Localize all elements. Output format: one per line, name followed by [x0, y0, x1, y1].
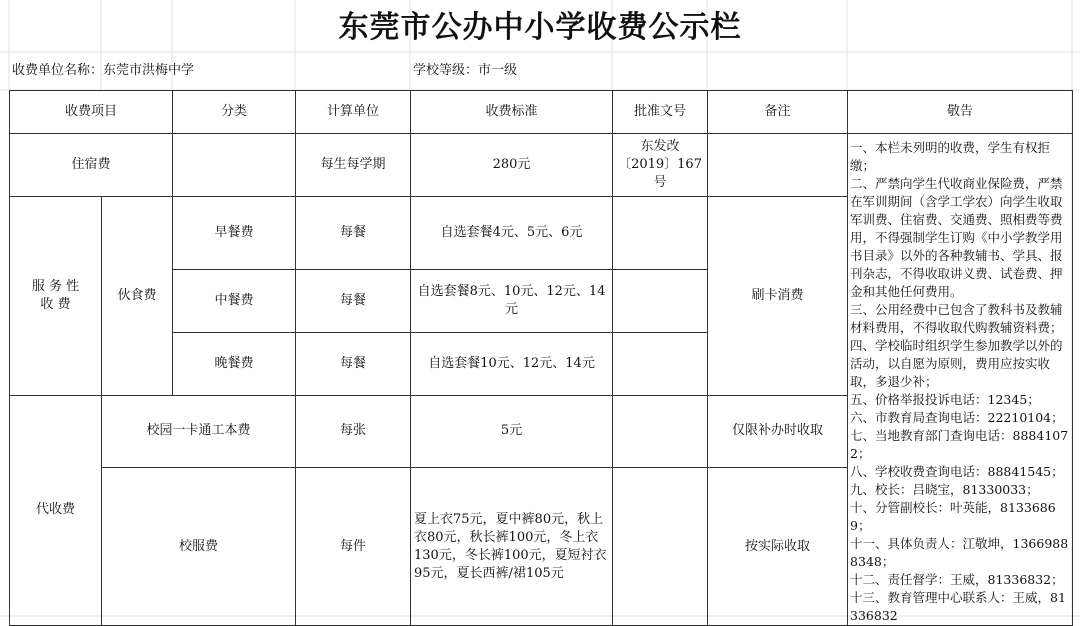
uniform-note: 按实际收取: [708, 468, 848, 626]
header-notice: 敬告: [848, 91, 1073, 134]
page-title: 东莞市公办中小学收费公示栏: [338, 10, 742, 45]
header-row: [10, 91, 1073, 134]
table-row: [10, 134, 1073, 197]
header-category: 分类: [173, 91, 296, 134]
header-note: 备注: [708, 91, 848, 134]
agency-fee-group: 代收费: [10, 395, 102, 626]
dinner-category: 晚餐费: [173, 332, 296, 395]
card-approval: [613, 395, 708, 468]
accommodation-approval: 东发改〔2019〕167号: [613, 134, 708, 197]
card-unit: 每张: [296, 395, 411, 468]
card-standard: 5元: [411, 395, 613, 468]
uniform-approval: [613, 468, 708, 626]
lunch-approval: [613, 269, 708, 332]
fee-table: [9, 90, 1073, 626]
lunch-standard: 自选套餐8元、10元、12元、14元: [411, 269, 613, 332]
meal-fee-group: 伙食费: [102, 197, 173, 396]
accommodation-item: 住宿费: [10, 134, 173, 197]
header-unit: 计算单位: [296, 91, 411, 134]
dinner-standard: 自选套餐10元、12元、14元: [411, 332, 613, 395]
lunch-unit: 每餐: [296, 269, 411, 332]
accommodation-note: [708, 134, 848, 197]
card-item: 校园一卡通工本费: [102, 395, 296, 468]
accommodation-unit: 每生每学期: [296, 134, 411, 197]
header-approval: 批准文号: [613, 91, 708, 134]
uniform-unit: 每件: [296, 468, 411, 626]
header-standard: 收费标准: [411, 91, 613, 134]
header-fee-item: 收费项目: [10, 91, 173, 134]
breakfast-approval: [613, 197, 708, 270]
fee-unit-name: 收费单位名称：东莞市洪梅中学: [12, 63, 195, 78]
meal-note: 刷卡消费: [708, 197, 848, 396]
card-note: 仅限补办时收取: [708, 395, 848, 468]
uniform-item: 校服费: [102, 468, 296, 626]
lunch-category: 中餐费: [173, 269, 296, 332]
service-fee-group: 服 务 性 收 费: [10, 197, 102, 396]
notice-text: 一、本栏未列明的收费，学生有权拒缴； 二、严禁向学生代收商业保险费，严禁在军训期间（含学工学农）向学生收取军训费、住宿费、交通费、照相费等费用，不得强制学生订购《中小学教学用书目录》以外的各种教辅书、学具、报刊杂志，不得收取讲义费、试卷费、押金和其他任何费用。 三、公用经费中已包含了教科书及教辅材料费用，不得收取代购教辅资料费； 四、学校临时组织学生参加教学以外的活动，以自愿为原则，费用应按实收取，多退少补； 五、价格举报投诉电话：12345； 六、市教育局查询电话：22210104； 七、当地教育部门查询电话：88841072； 八、学校收费查询电话：88841545； 九、校长：吕晓宝，81330033； 十、分管副校长：叶英能，81336869； 十一、具体负责人：江敬坤，13669888348； 十二、责任督学：王威，81336832； 十三、教育管理中心联系人：王威，81336832: [848, 134, 1073, 626]
accommodation-standard: 280元: [411, 134, 613, 197]
accommodation-category: [173, 134, 296, 197]
breakfast-unit: 每餐: [296, 197, 411, 270]
breakfast-category: 早餐费: [173, 197, 296, 270]
breakfast-standard: 自选套餐4元、5元、6元: [411, 197, 613, 270]
dinner-approval: [613, 332, 708, 395]
school-level: 学校等级：市一级: [413, 63, 518, 78]
dinner-unit: 每餐: [296, 332, 411, 395]
uniform-standard: 夏上衣75元，夏中裤80元，秋上衣80元，秋长裤100元，冬上衣130元，冬长裤100元，夏短衬衣95元，夏长西裤/裙105元: [411, 468, 613, 626]
